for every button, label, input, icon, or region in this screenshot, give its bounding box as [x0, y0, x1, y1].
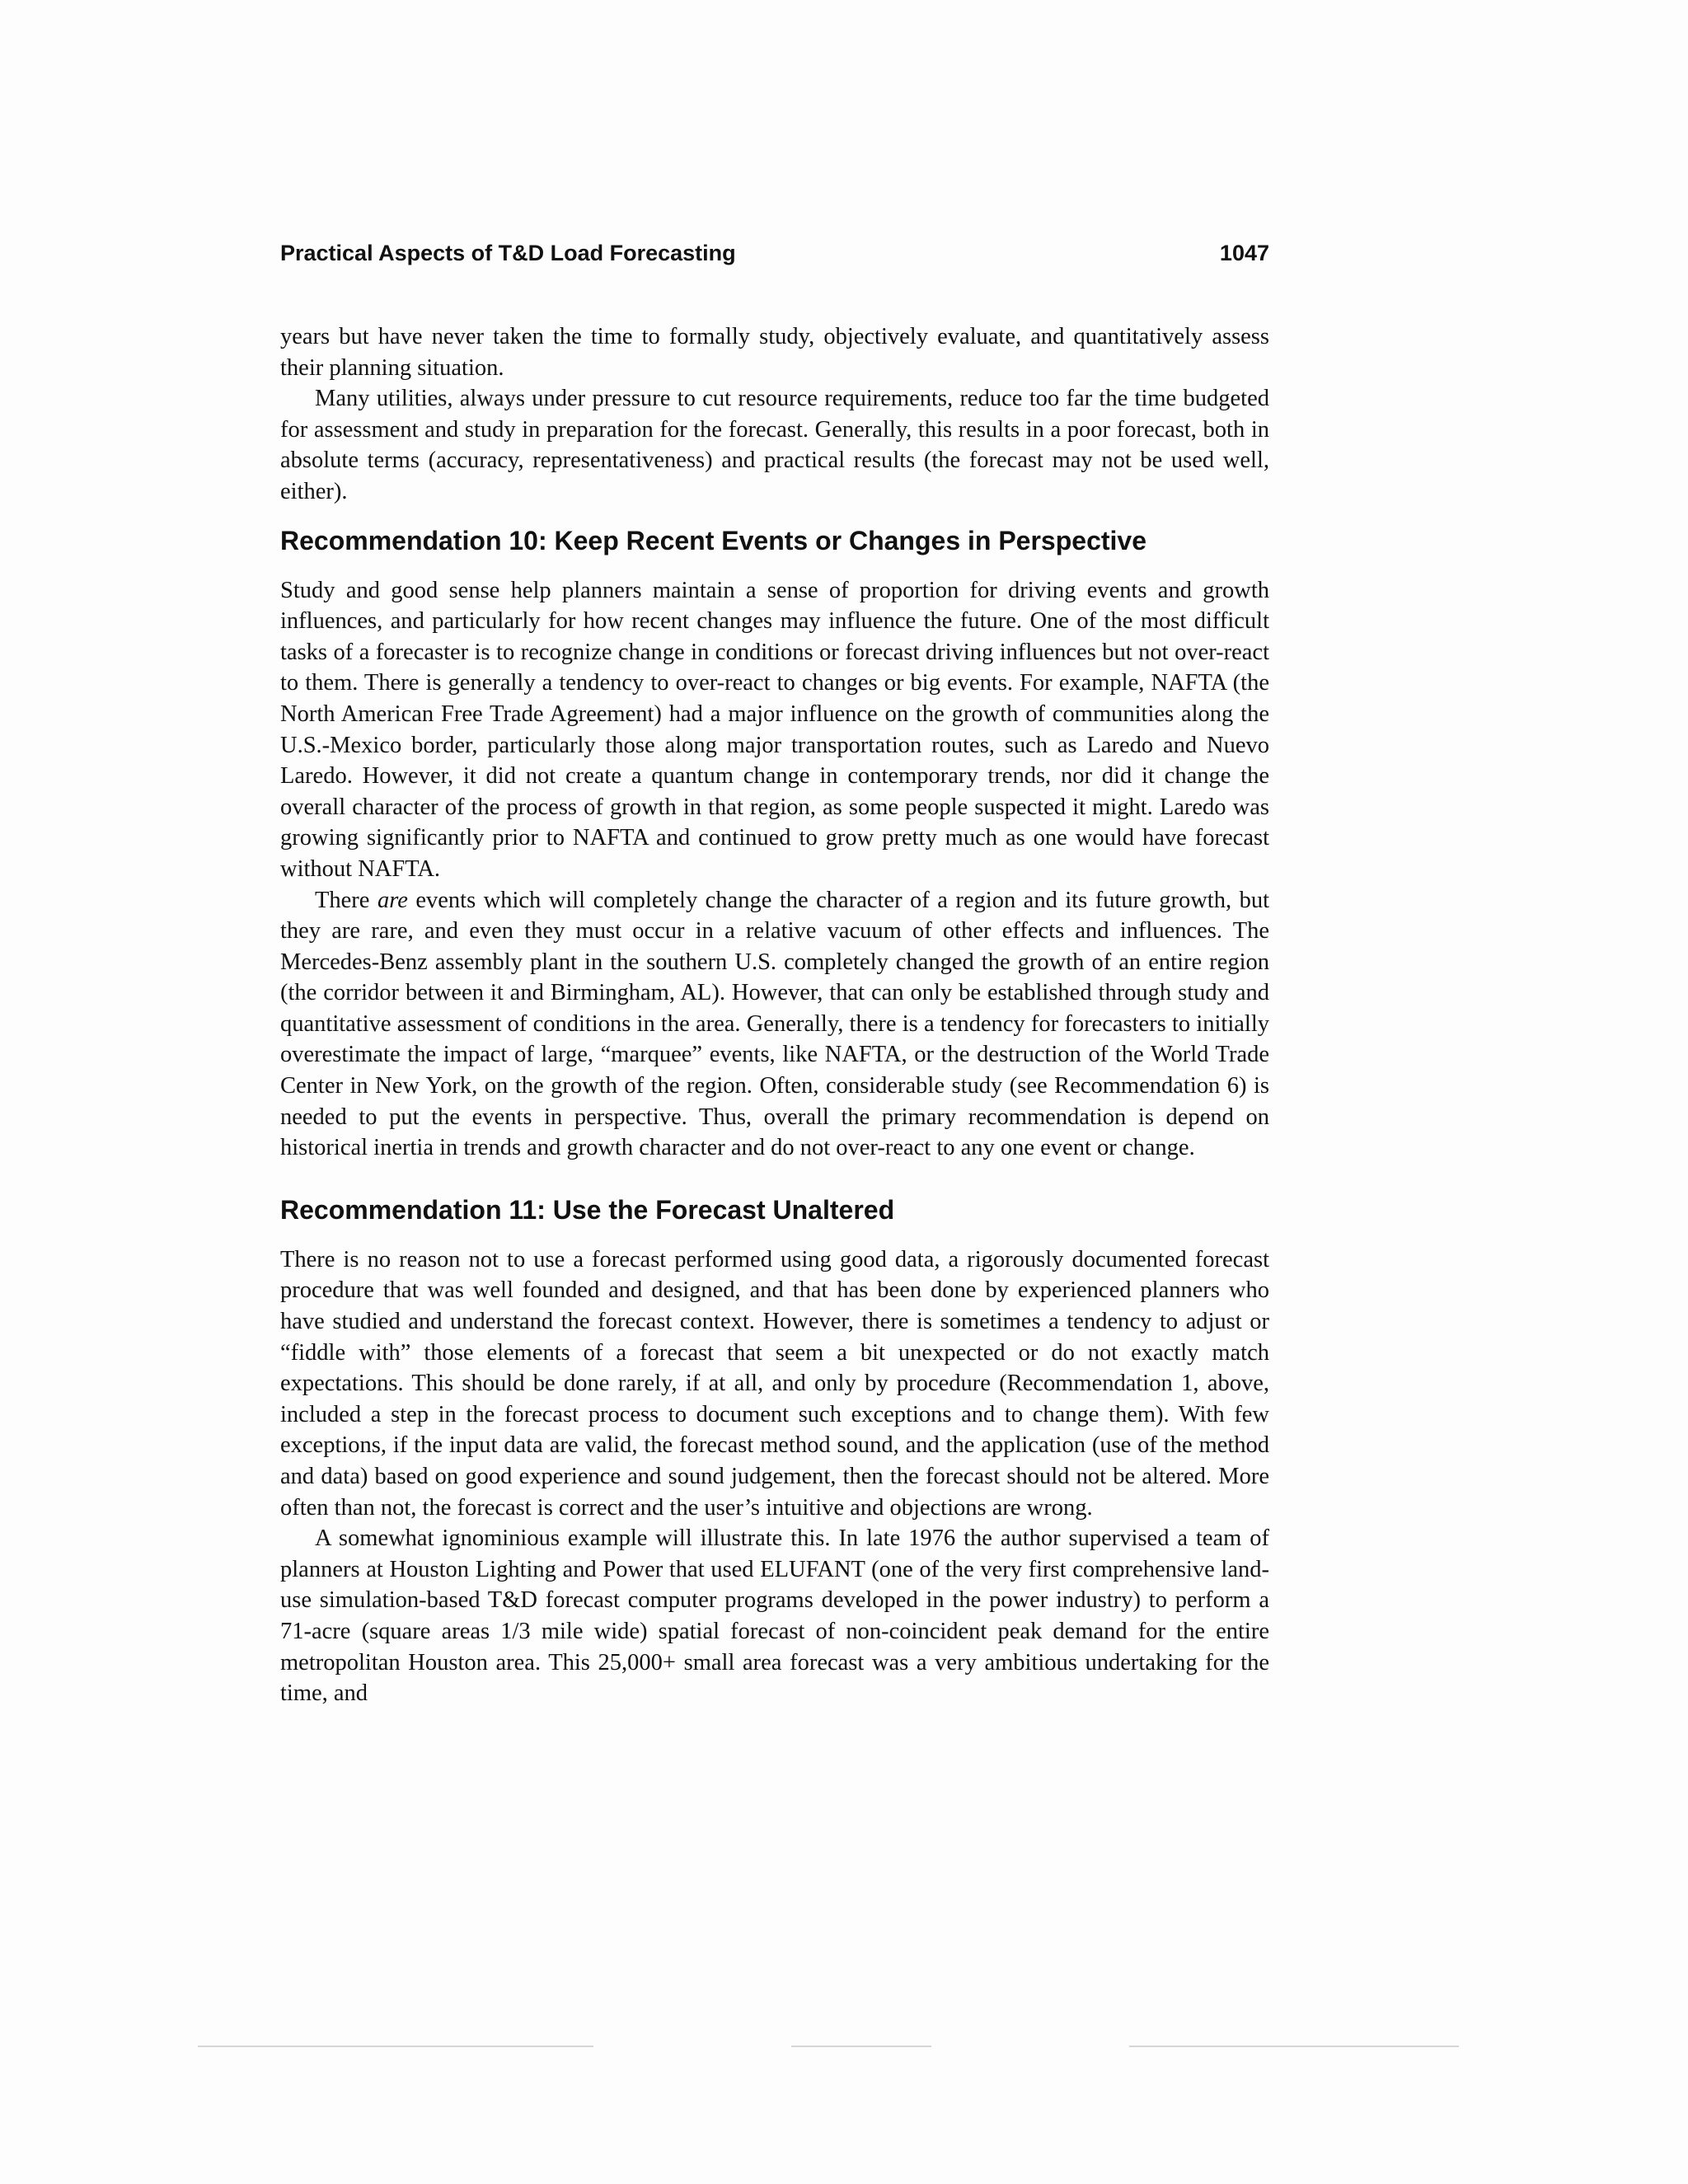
section-heading-recommendation-10: Recommendation 10: Keep Recent Events or Changes in Perspective	[280, 525, 1146, 555]
paragraph-use-forecast: There is no reason not to use a forecast performed using good data, a rigorously documented forecast procedure that was well founded and designed, and that has been done by experienced planners who have studied and understand the forecast context. However, there is sometimes a tendency to adjust or “fiddle with” those elements of a forecast that seem a bit unexpected or do not exactly match expectations. This should be done rarely, if at all, and only by procedure (Recommendation 1, above, included a step in the forecast process to document such exceptions and to change them). With few exceptions, if the input data are valid, the forecast method sound, and the application (use of the method and data) based on good experience and sound judgement, then the forecast should not be altered. More often than not, the forecast is correct and the user’s intuitive and objections are wrong.	[280, 1246, 1269, 1521]
page-body	[280, 321, 1269, 1709]
scan-artifact-line	[791, 2046, 931, 2047]
text-run: There	[315, 887, 377, 913]
section-heading-recommendation-11: Recommendation 11: Use the Forecast Unaltered	[280, 1194, 895, 1225]
scan-artifact-line	[1129, 2046, 1459, 2047]
paragraph-resource-requirements: Many utilities, always under pressure to cut resource requirements, reduce too far the time budgeted for assessment and study in preparation for the forecast. Generally, this results in a poor forecast, both in absolute terms (accuracy, representativeness) and practical results (the forecast may not be used well, either).	[280, 386, 1269, 504]
paragraph-houston-example: A somewhat ignominious example will illustrate this. In late 1976 the author supervised a team of planners at Houston Lighting and Power that used ELUFANT (one of the very first comprehensive land-use simulation-based T&D forecast computer programs developed in the power industry) to perform a 71-acre (square areas 1/3 mile wide) spatial forecast of non-coincident peak demand for the entire metropolitan Houston area. This 25,000+ small area forecast was a very ambitious undertaking for the time, and	[280, 1526, 1269, 1707]
scan-artifact-line	[198, 2046, 593, 2047]
paragraph-sense-of-proportion: Study and good sense help planners maintain a sense of proportion for driving events and growth influences, and particularly for how recent changes may influence the future. One of the most difficult tasks of a forecaster is to recognize change in conditions or forecast driving influences but not over-react to them. There is generally a tendency to over-react to changes or big events. For example, NAFTA (the North American Free Trade Agreement) had a major influence on the growth of communities along the U.S.-Mexico border, particularly those along major transportation routes, such as Laredo and Nuevo Laredo. However, it did not create a quantum change in contemporary trends, nor did it change the overall character of the process of growth in that region, as some people suspected it might. Laredo was growing significantly prior to NAFTA and continued to grow pretty much as one would have forecast without NAFTA.	[280, 577, 1269, 882]
text-run: events which will completely change the character of a region and its future growth, but they are rare, and even they must occur in a relative vacuum of other effects and influences. The Mercedes-Benz assembly plant in the southern U.S. completely changed the growth of an entire region (the corridor between it and Birmingham, AL). However, that can only be established through study and quantitative assessment of conditions in the area. Generally, there is a tendency for forecasters to initially overestimate the impact of large, “marquee” events, like NAFTA, or the destruction of the World Trade Center in New York, on the growth of the region. Often, considerable study (see Recommendation 6) is needed to put the events in perspective. Thus, overall the primary recommendation is depend on historical inertia in trends and growth character and do not over-react to any one event or change.	[280, 887, 1269, 1161]
paragraph-continuation: years but have never taken the time to formally study, objectively evaluate, and quantitatively assess their planning situation.	[280, 324, 1269, 381]
emphasis-text: are	[377, 887, 408, 913]
running-header	[280, 241, 1269, 274]
paragraph-marquee-events	[280, 885, 1269, 1164]
running-title: Practical Aspects of T&D Load Forecasting	[280, 241, 736, 265]
page-number: 1047	[1219, 241, 1269, 265]
